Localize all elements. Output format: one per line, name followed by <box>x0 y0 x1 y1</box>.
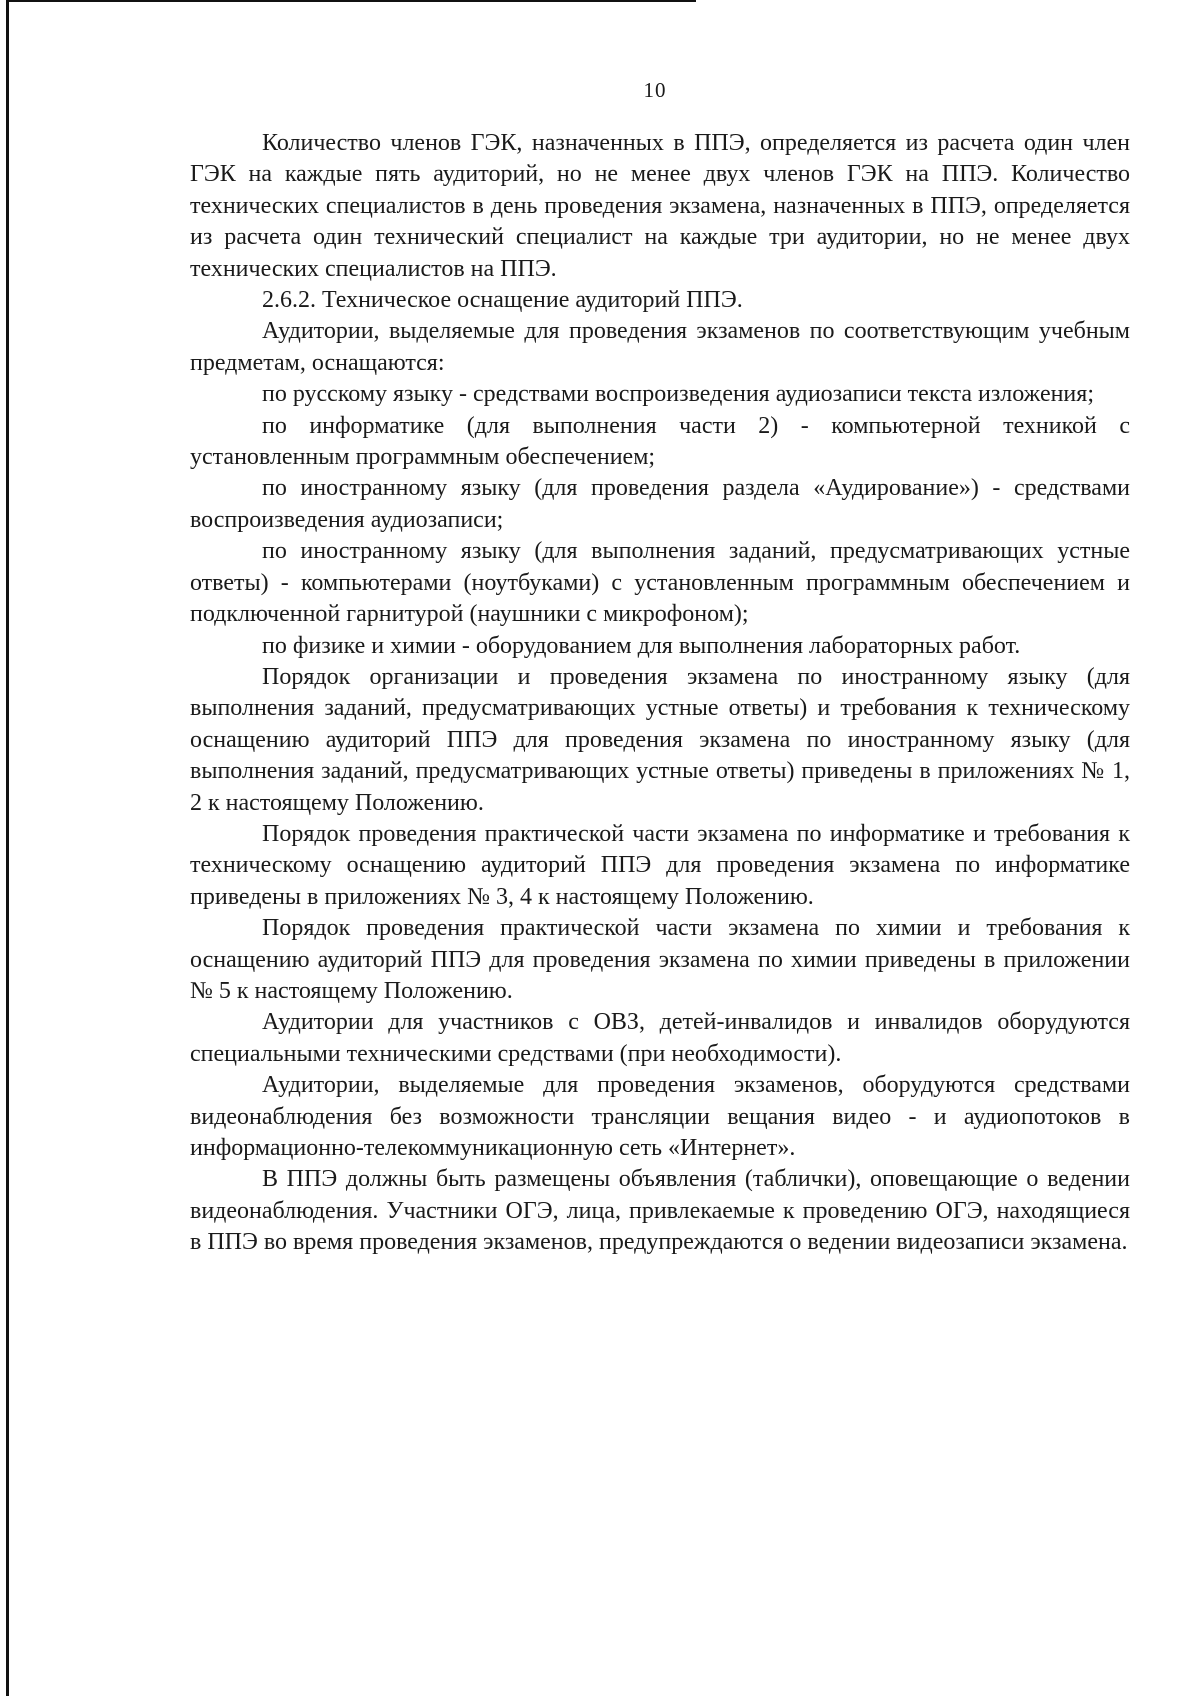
page-number: 10 <box>643 78 667 102</box>
paragraph-video-notice: В ППЭ должны быть размещены объявления (таблички), оповещающие о ведении видеонаблюдения. Участники ОГЭ, лица, привлекаемые к проведению ОГЭ, находящиеся в ППЭ во время проведения экзаменов, предупреждаются о ведении видеозаписи экзамена. <box>190 1166 1130 1256</box>
paragraph-gek-count: Количество членов ГЭК, назначенных в ППЭ, определяется из расчета один член ГЭК на каждые пять аудиторий, но не менее двух членов ГЭК на ППЭ. Количество технических специалистов в день проведения экзамена, назначенных в ППЭ, определяется из расчета один технический специалист на каждые три аудитории, но не менее двух технических специалистов на ППЭ. <box>190 130 1130 282</box>
scan-border-left <box>6 0 9 1696</box>
paragraph-informatics-procedure: Порядок проведения практической части экзамена по информатике и требования к техническому оснащению аудиторий ППЭ для проведения экзамена по информатике приведены в приложениях № 3, 4 к настоящему Положению. <box>190 820 1130 910</box>
list-item-foreign-oral: по иностранному языку (для выполнения заданий, предусматривающих устные ответы) - компьютерами (ноутбуками) с установленным программным обеспечением и подключенной гарнитурой (наушники с микрофоном); <box>190 538 1130 628</box>
section-heading-2-6-2: 2.6.2. Техническое оснащение аудиторий ППЭ. <box>262 287 743 314</box>
paragraph-chemistry-procedure: Порядок проведения практической части экзамена по химии и требования к оснащению аудиторий ППЭ для проведения экзамена по химии приведены в приложении № 5 к настоящему Положению. <box>190 915 1130 1004</box>
paragraph-equipment-intro: Аудитории, выделяемые для проведения экзаменов по соответствующим учебным предметам, оснащаются: <box>190 318 1130 376</box>
paragraph-ovz-equipment: Аудитории для участников с ОВЗ, детей-инвалидов и инвалидов оборудуются специальными техническими средствами (при необходимости). <box>190 1009 1130 1067</box>
paragraph-video-surveillance: Аудитории, выделяемые для проведения экзаменов, оборудуются средствами видеонаблюдения без возможности трансляции вещания видео - и аудиопотоков в информационно-телекоммуникационную сеть «Интернет». <box>190 1072 1130 1161</box>
document-body <box>190 128 1130 1259</box>
list-item-informatics: по информатике (для выполнения части 2) - компьютерной техникой с установленным программным обеспечением; <box>190 412 1130 471</box>
scan-border-top <box>6 0 696 2</box>
paragraph-foreign-procedure: Порядок организации и проведения экзамена по иностранному языку (для выполнения заданий, предусматривающих устные ответы) и требования к техническому оснащению аудиторий ППЭ для проведения экзамена по иностранному языку (для выполнения заданий, предусматривающих устные ответы) приведены в приложениях № 1, 2 к настоящему Положению. <box>190 663 1130 816</box>
list-item-physics-chemistry: по физике и химии - оборудованием для выполнения лабораторных работ. <box>262 632 1021 659</box>
list-item-foreign-listening: по иностранному языку (для проведения раздела «Аудирование») - средствами воспроизведения аудиозаписи; <box>190 475 1130 533</box>
list-item-russian: по русскому языку - средствами воспроизведения аудиозаписи текста изложения; <box>262 381 1094 408</box>
